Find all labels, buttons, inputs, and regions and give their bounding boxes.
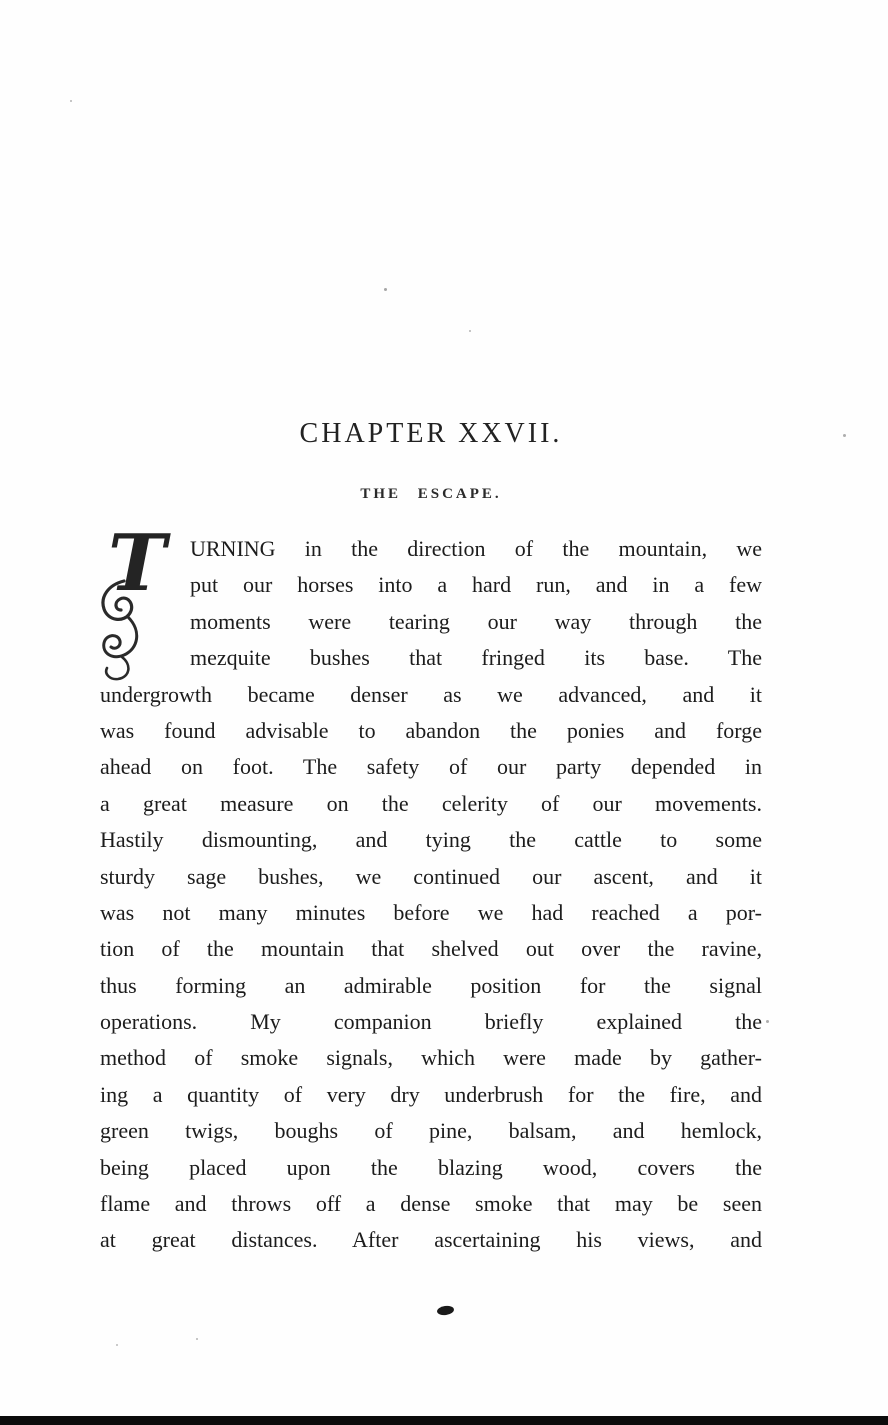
text-line: undergrowth became denser as we advanced, and it [100, 681, 762, 707]
text-line: tion of the mountain that shelved out over the ravine, [100, 936, 762, 962]
section-heading: THE ESCAPE. [360, 486, 502, 502]
text-line: sturdy sage bushes, we continued our ascent, and it [100, 863, 762, 889]
scan-edge [0, 1416, 888, 1425]
text-line: a great measure on the celerity of our movements. [100, 790, 762, 816]
text-line: mezquite bushes that fringed its base. The [190, 645, 762, 671]
text-line: URNING in the direction of the mountain, we [190, 536, 762, 561]
text-line: thus forming an admirable position for the signal [100, 972, 762, 998]
text-line: at great distances. After ascertaining his views, and [100, 1227, 762, 1253]
page-ornament [436, 1305, 454, 1316]
text-line: operations. My companion briefly explained the [100, 1009, 762, 1035]
scan-speck [766, 1020, 769, 1023]
scan-speck [469, 330, 471, 332]
text-line: Hastily dismounting, and tying the cattle to some [100, 827, 762, 853]
text-line: was not many minutes before we had reached a por- [100, 899, 762, 925]
text-line: green twigs, boughs of pine, balsam, and hemlock, [100, 1118, 762, 1144]
text-line: put our horses into a hard run, and in a few [190, 572, 762, 598]
text-line: ing a quantity of very dry underbrush for the fire, and [100, 1081, 762, 1107]
drop-cap-flourish-icon [98, 579, 178, 683]
scan-speck [843, 434, 846, 437]
text-line: was found advisable to abandon the ponies and forge [100, 717, 762, 743]
body-paragraph [100, 518, 762, 1259]
scan-speck [70, 100, 72, 102]
text-line: being placed upon the blazing wood, covers the [100, 1154, 762, 1180]
text-line: method of smoke signals, which were made by gather- [100, 1045, 762, 1071]
text-line: flame and throws off a dense smoke that may be seen [100, 1191, 762, 1217]
drop-cap [98, 518, 184, 681]
scan-speck [196, 1338, 198, 1340]
scan-speck [384, 288, 387, 291]
text-line: ahead on foot. The safety of our party depended in [100, 754, 762, 780]
scan-speck [116, 1344, 118, 1346]
text-column [100, 0, 762, 1259]
drop-cap-letter: T [108, 518, 167, 609]
chapter-heading: CHAPTER XXVII. [299, 418, 563, 449]
text-line: moments were tearing our way through the [190, 608, 762, 634]
